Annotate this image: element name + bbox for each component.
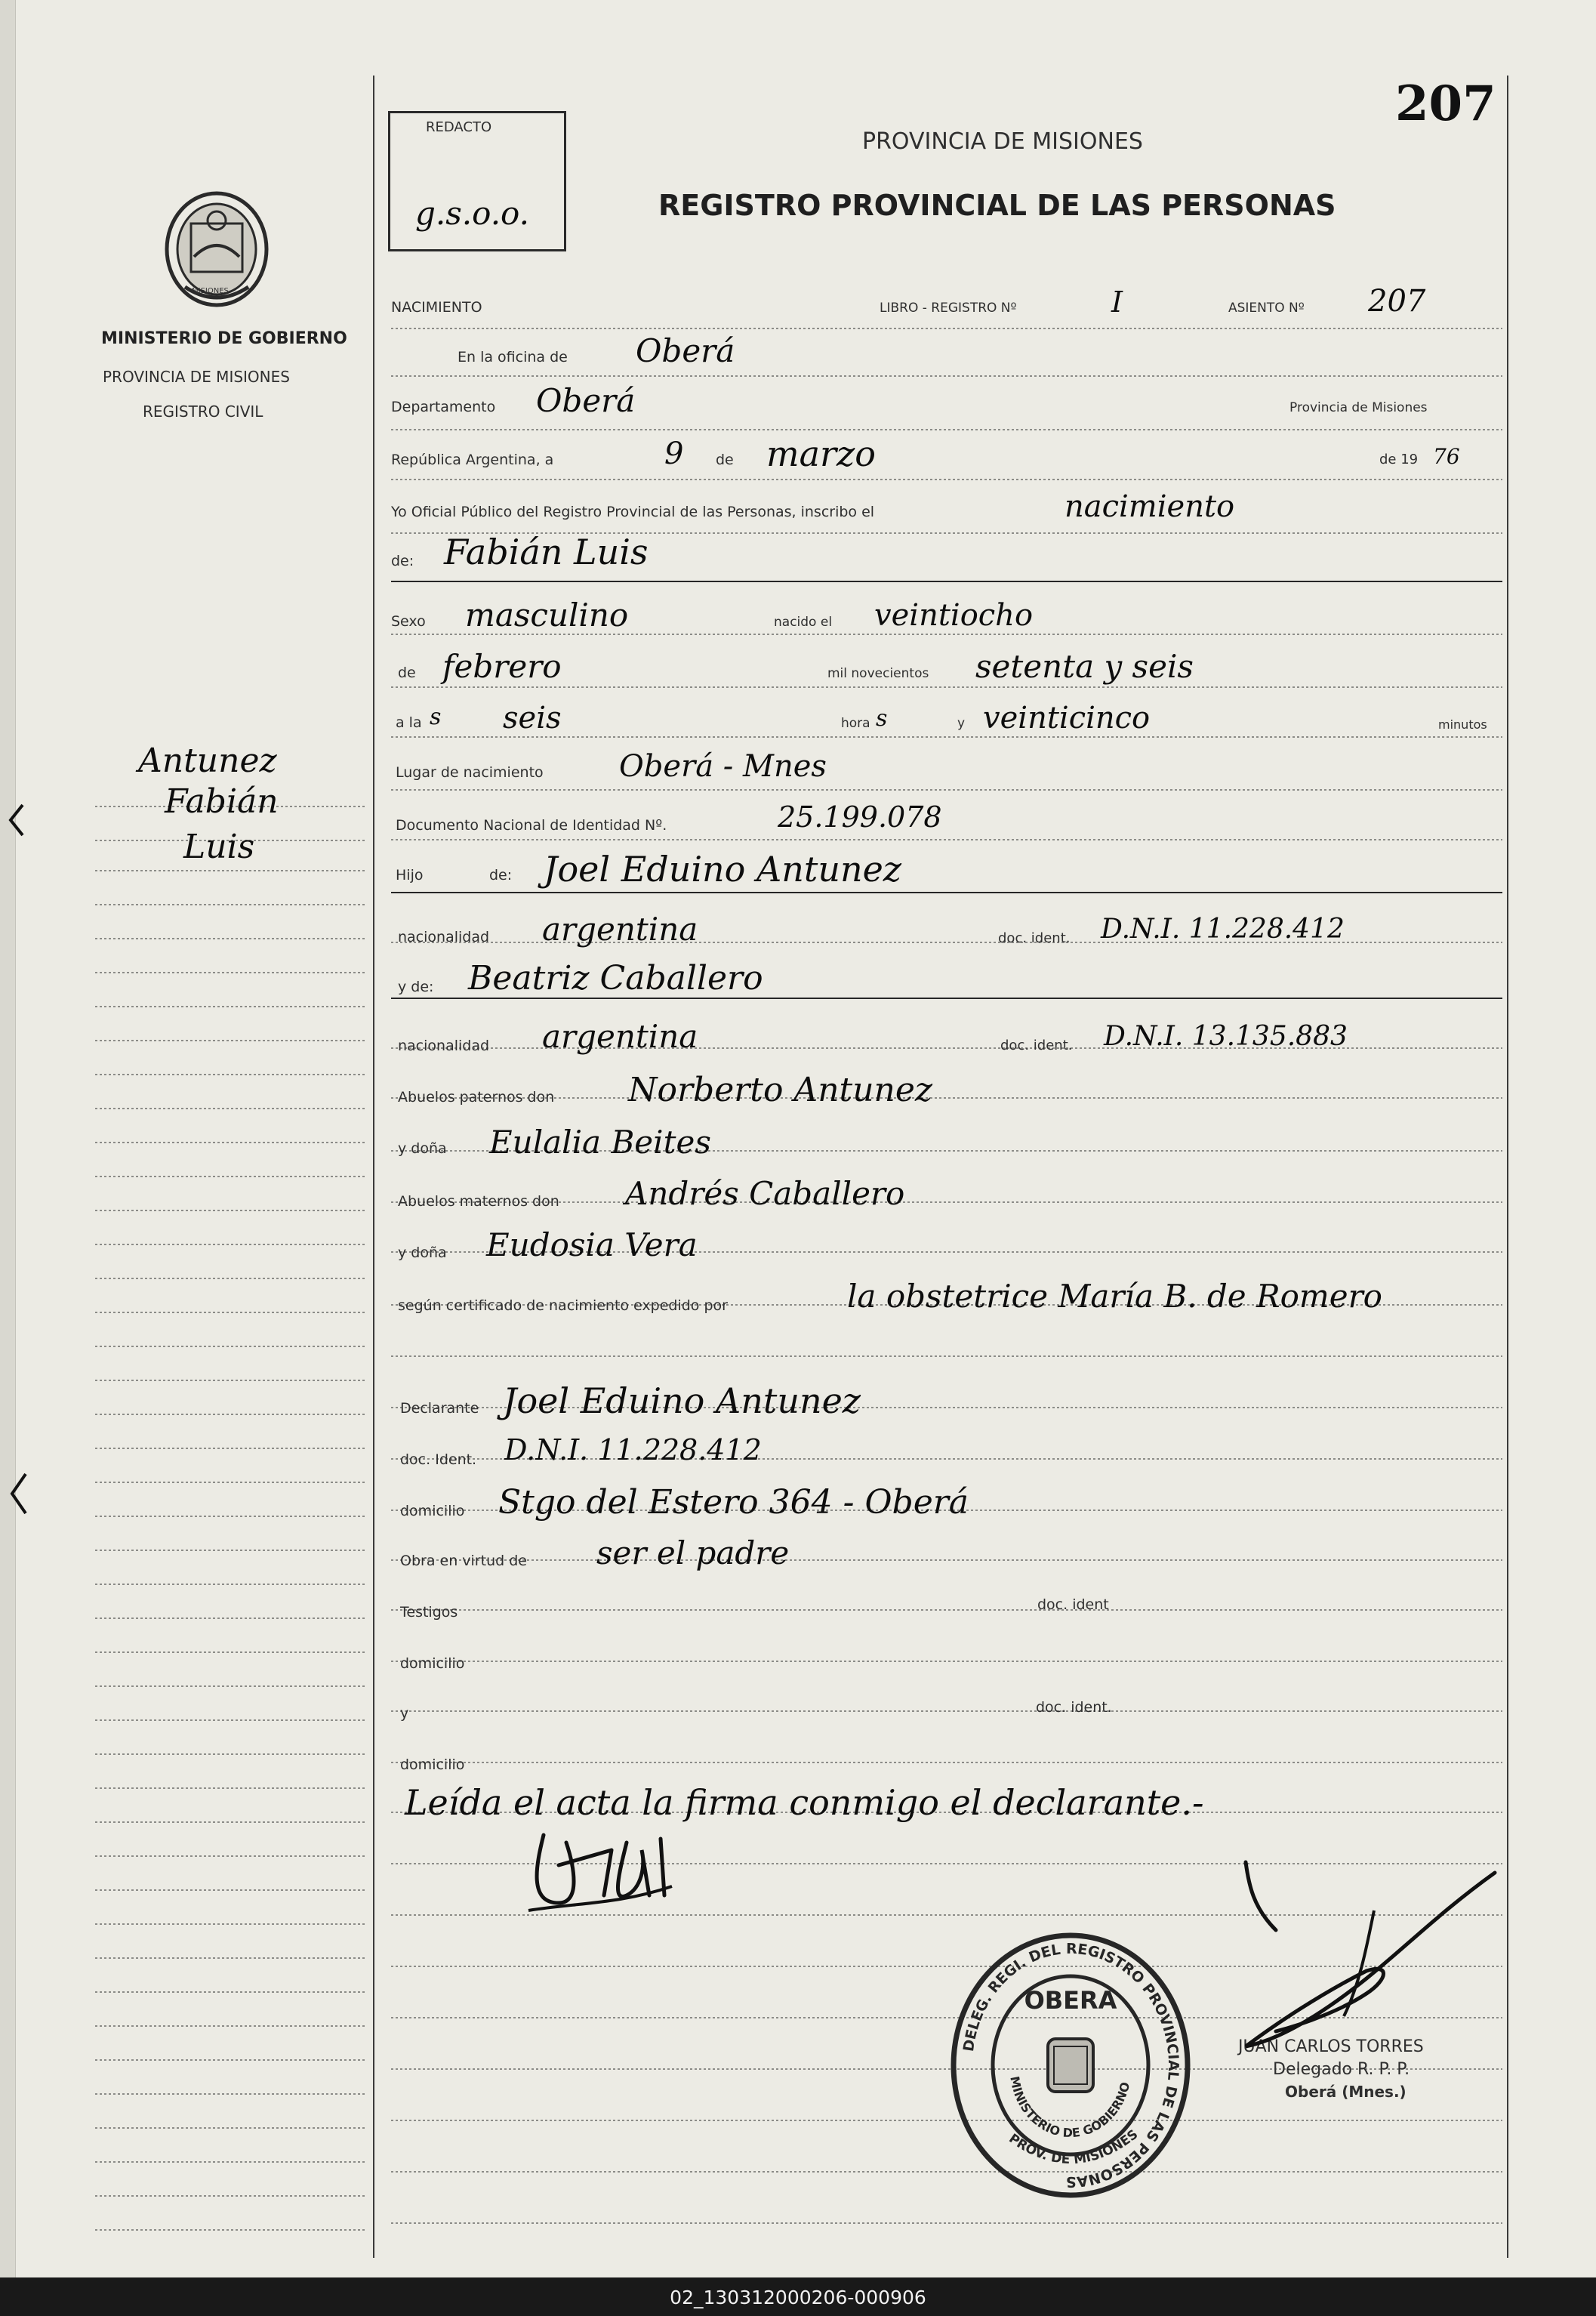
ministry-province: PROVINCIA DE MISIONES (103, 368, 290, 386)
abuelo-materno-value: Andrés Caballero (625, 1175, 905, 1212)
header-province: PROVINCIA DE MISIONES (862, 128, 1143, 155)
year-label: de 19 (1379, 452, 1419, 467)
nacionalidad-mother-value: argentina (542, 1018, 698, 1055)
declarante-doc-value: D.N.I. 11.228.412 (504, 1433, 762, 1466)
delegate-signature (1215, 1865, 1502, 2062)
testigos-label: Testigos (400, 1604, 458, 1621)
redacto-label: REDACTO (426, 119, 492, 135)
father-name: Joel Eduino Antunez (544, 849, 902, 890)
ministry-title: MINISTERIO DE GOBIERNO (101, 329, 347, 348)
mil-label: mil novecientos (827, 666, 929, 681)
nacionalidad-father-label: nacionalidad (398, 929, 490, 945)
birth-month-value: febrero (442, 648, 562, 685)
seal-inner-text: MINISTERIO DE GOBIERNO (1007, 2074, 1133, 2141)
departamento-value: Oberá (536, 382, 636, 419)
nacionalidad-father-value: argentina (542, 911, 698, 948)
declarante-doc-label: doc. Ident. (400, 1451, 477, 1468)
closing-statement: Leída el acta la firma conmigo el declarante.- (405, 1782, 1204, 1823)
doc-father-value: D.N.I. 11.228.412 (1101, 914, 1345, 945)
seal-bottom-text: PROV. DE MISIONES (1006, 2126, 1142, 2168)
abuela-paterna-value: Eulalia Beites (489, 1124, 711, 1161)
minutes-value: veinticinco (983, 701, 1151, 736)
official-round-seal (942, 1926, 1199, 2205)
departamento-label: Departamento (391, 399, 496, 415)
oficial-text: Yo Oficial Público del Registro Provincial de las Personas, inscribo el (391, 504, 875, 520)
obra-label: Obra en virtud de (400, 1553, 527, 1569)
testigo1-doc-label: doc. ident (1037, 1596, 1109, 1613)
minutes-y-label: y (957, 716, 966, 731)
hour-value: seis (503, 701, 562, 736)
segun-label: según certificado de nacimiento expedido por (398, 1297, 728, 1314)
mil-value: setenta y seis (975, 648, 1194, 685)
margin-note-surname: Antunez (138, 742, 277, 780)
sexo-label: Sexo (391, 613, 426, 630)
testigo2-doc-label: doc. ident. (1036, 1699, 1112, 1716)
asiento-label: ASIENTO Nº (1228, 301, 1305, 316)
dni-value: 25.199.078 (778, 800, 942, 834)
mother-de-label: y de: (398, 979, 434, 995)
seal-ring-text: DELEG. REGI. DEL REGISTRO PROVINCIAL DE LAS PERSONAS (960, 1940, 1182, 2191)
month-de-label: de (716, 452, 734, 468)
margin-note-second-name: Luis (183, 828, 255, 866)
sexo-value: masculino (465, 597, 629, 634)
dni-label: Documento Nacional de Identidad Nº. (396, 817, 667, 834)
testigo2-domicilio-label: domicilio (400, 1756, 465, 1773)
inscribo-value: nacimiento (1065, 489, 1235, 524)
year-value: 76 (1433, 444, 1460, 469)
lugar-value: Oberá - Mnes (619, 749, 827, 784)
hijo-label: Hijo (396, 867, 424, 884)
nacido-value: veintiocho (874, 598, 1034, 633)
page-number: 207 (1395, 76, 1496, 132)
oficina-label: En la oficina de (458, 349, 568, 365)
republica-label: República Argentina, a (391, 452, 554, 468)
lugar-label: Lugar de nacimiento (396, 764, 544, 781)
redacto-value: g.s.o.o. (415, 195, 529, 232)
stamp-official-title: Delegado R. P. P. (1273, 2060, 1410, 2079)
horas-suffix: s (876, 705, 888, 732)
seal-city: OBERA (1024, 1986, 1117, 2015)
declarante-value: Joel Eduino Antunez (503, 1380, 861, 1421)
nacionalidad-mother-label: nacionalidad (398, 1038, 490, 1054)
crest-banner-text: MISIONES (192, 287, 229, 295)
margin-note-first-name: Fabián (165, 782, 279, 821)
nacido-label: nacido el (774, 615, 833, 630)
testigo2-y-label: y (400, 1705, 409, 1722)
mother-name: Beatriz Caballero (468, 959, 763, 998)
name-de-label: de: (391, 553, 414, 569)
obra-value: ser el padre (596, 1534, 790, 1571)
doc-mother-value: D.N.I. 13.135.883 (1104, 1021, 1348, 1052)
doc-father-label: doc. ident. (998, 930, 1071, 946)
month-value: marzo (766, 433, 876, 474)
alas-label: a la (396, 714, 422, 731)
stamp-official-name: JUAN CARLOS TORRES (1238, 2037, 1424, 2056)
ministry-office: REGISTRO CIVIL (143, 402, 263, 421)
header-registry: REGISTRO PROVINCIAL DE LAS PERSONAS (658, 189, 1336, 222)
minutos-label: minutos (1438, 717, 1487, 732)
scan-footer (0, 2277, 1596, 2316)
declarante-domicilio-label: domicilio (400, 1503, 465, 1519)
declarante-label: Declarante (400, 1400, 479, 1417)
oficina-value: Oberá (636, 332, 735, 369)
registered-name: Fabián Luis (444, 532, 649, 572)
segun-value: la obstetrice María B. de Romero (847, 1278, 1382, 1315)
birth-de-label: de (398, 665, 416, 681)
record-type-label: NACIMIENTO (391, 299, 482, 316)
horas-label: hora (841, 716, 870, 731)
testigo1-domicilio-label: domicilio (400, 1655, 465, 1672)
libro-value: I (1111, 285, 1123, 319)
provincia-label: Provincia de Misiones (1289, 400, 1428, 415)
abuela-paterna-label: y doña (398, 1140, 447, 1157)
doc-mother-label: doc. ident. (1000, 1038, 1073, 1053)
abuelo-paterno-value: Norberto Antunez (628, 1071, 933, 1109)
abuela-materna-label: y doña (398, 1244, 447, 1261)
abuela-materna-value: Eudosia Vera (486, 1226, 698, 1263)
day-value: 9 (664, 436, 684, 471)
official-signature (513, 1820, 740, 1926)
hijo-de-label: de: (489, 867, 513, 884)
libro-label: LIBRO - REGISTRO Nº (880, 301, 1017, 316)
stamp-official-place: Oberá (Mnes.) (1285, 2083, 1407, 2101)
abuelos-maternos-label: Abuelos maternos don (398, 1193, 559, 1210)
declarante-domicilio-value: Stgo del Estero 364 - Oberá (498, 1483, 969, 1522)
scan-id: 02_130312000206-000906 (670, 2287, 926, 2308)
alas-suffix: s (430, 704, 442, 730)
abuelos-paternos-label: Abuelos paternos don (398, 1089, 555, 1106)
asiento-value: 207 (1368, 284, 1426, 319)
